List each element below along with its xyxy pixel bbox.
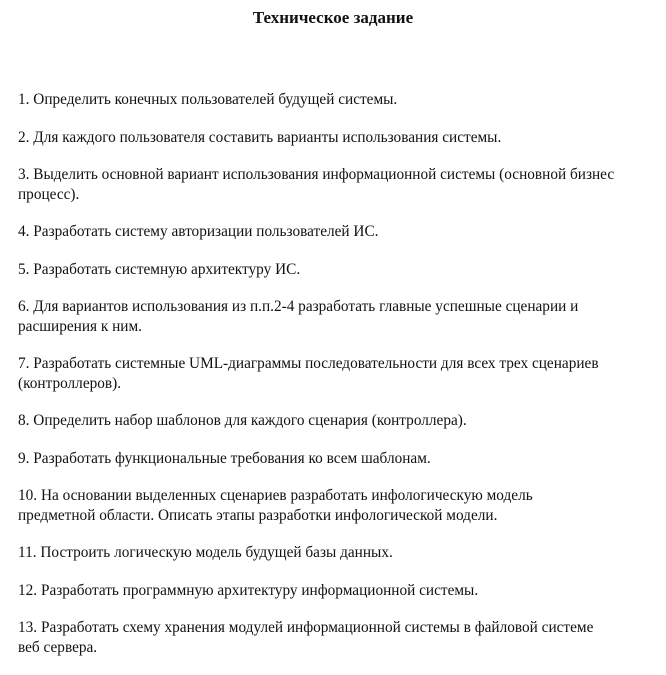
list-item [18, 260, 663, 280]
list-item [18, 354, 663, 393]
list-item-line: предметной области. Описать этапы разработки инфологической модели. [18, 506, 498, 524]
list-item-line: 7. Разработать системные UML-диаграммы последовательности для всех трех сценариев [18, 355, 599, 372]
list-item [18, 411, 663, 431]
list-item-line: 12. Разработать программную архитектуру информационной системы. [18, 581, 479, 599]
list-item [18, 618, 663, 657]
list-item-line: 10. На основании выделенных сценариев разработать инфологическую модель [18, 487, 533, 504]
list-item [18, 581, 663, 601]
list-item-line: 2. Для каждого пользователя составить варианты использования системы. [18, 128, 502, 146]
list-item-line: веб сервера. [18, 638, 98, 656]
requirements-list [18, 90, 663, 675]
list-item [18, 90, 663, 110]
list-item [18, 486, 663, 525]
list-item-line: расширения к ним. [18, 317, 142, 335]
list-item [18, 449, 663, 469]
list-item [18, 128, 663, 148]
list-item-line: 5. Разработать системную архитектуру ИС. [18, 260, 301, 278]
list-item-line: 13. Разработать схему хранения модулей информационной системы в файловой системе [18, 619, 594, 636]
list-item-line: 6. Для вариантов использования из п.п.2-4 разработать главные успешные сценарии и [18, 298, 579, 315]
list-item-line: 3. Выделить основной вариант использования информационной системы (основной бизнес [18, 166, 615, 183]
list-item-line: (контроллеров). [18, 374, 122, 392]
list-item-line: 4. Разработать систему авторизации пользователей ИС. [18, 223, 379, 240]
list-item [18, 543, 663, 563]
list-item [18, 297, 663, 336]
list-item-line: 8. Определить набор шаблонов для каждого сценария (контроллера). [18, 412, 467, 429]
list-item [18, 165, 663, 204]
list-item-line: 1. Определить конечных пользователей будущей системы. [18, 91, 398, 108]
document-title: Техническое задание [252, 8, 414, 27]
list-item-line: 9. Разработать функциональные требования ко всем шаблонам. [18, 449, 431, 467]
list-item-line: процесс). [18, 185, 80, 203]
list-item [18, 222, 663, 242]
list-item-line: 11. Построить логическую модель будущей базы данных. [18, 544, 393, 561]
